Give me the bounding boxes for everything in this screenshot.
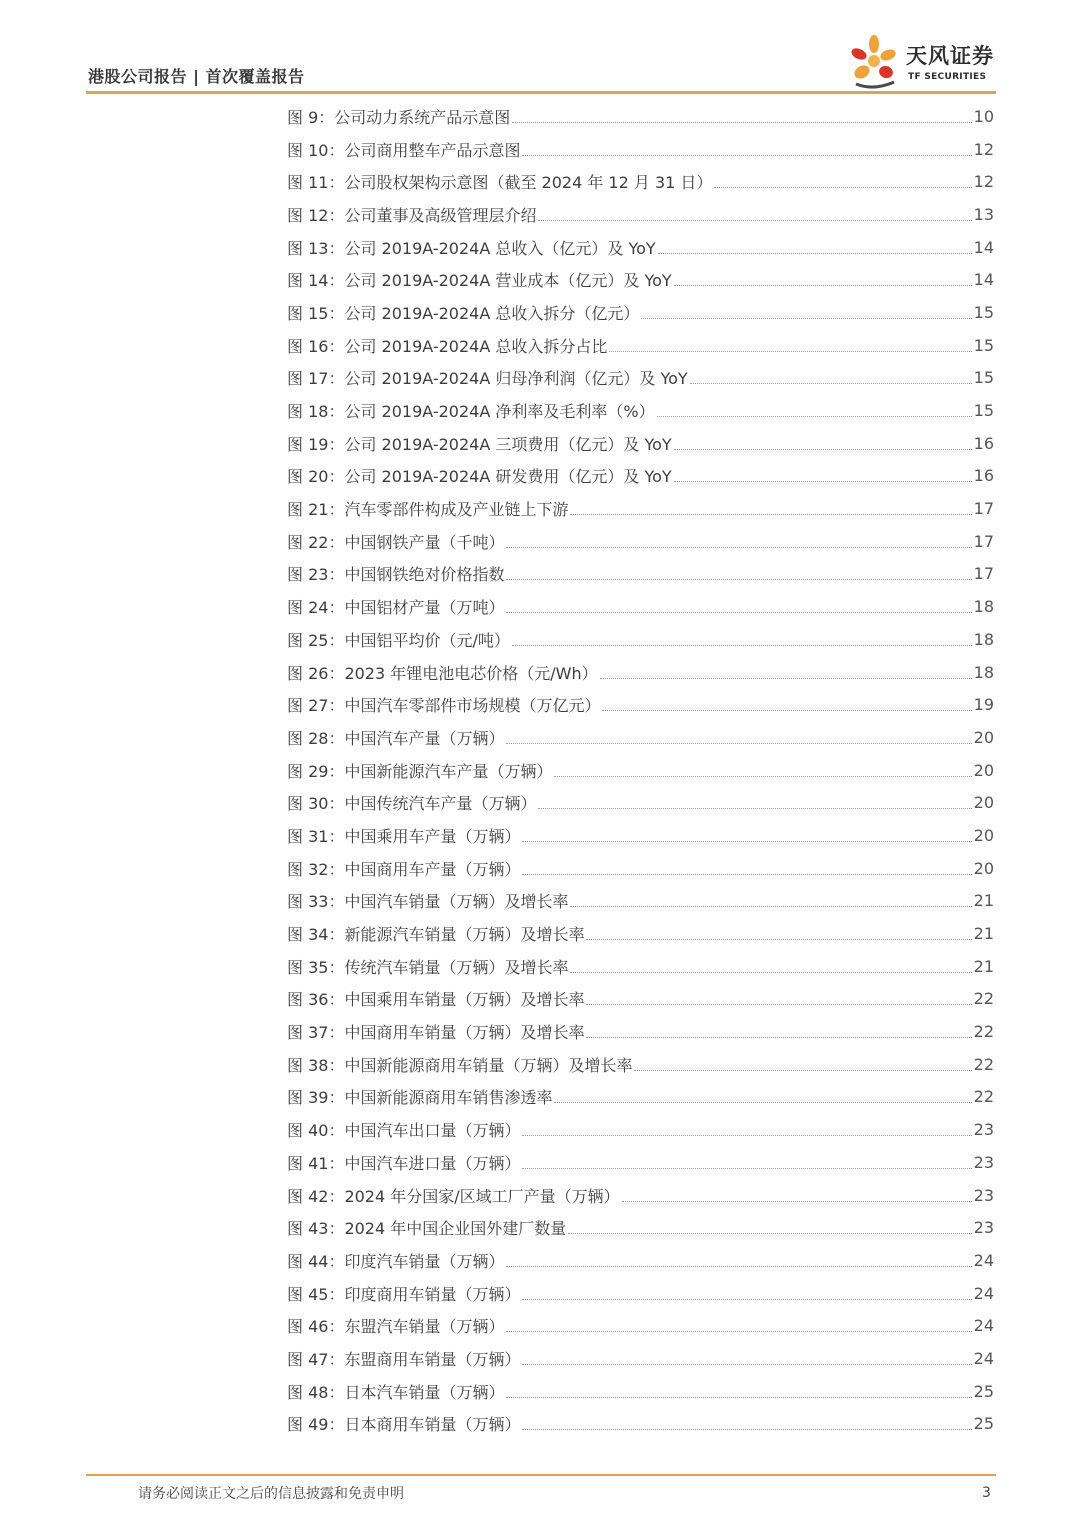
toc-entry[interactable] — [287, 133, 994, 166]
toc-entry-page: 20 — [973, 858, 994, 878]
toc-dot-leader — [538, 220, 971, 221]
toc-dot-leader — [506, 1397, 971, 1398]
toc-entry-label: 图 20：公司 2019A-2024A 研发费用（亿元）及 YoY — [287, 467, 672, 487]
toc-entry-page: 18 — [973, 662, 994, 682]
toc-entry-label: 图 49：日本商用车销量（万辆） — [287, 1415, 521, 1435]
toc-entry[interactable] — [287, 1342, 994, 1375]
toc-dot-leader — [522, 1135, 971, 1136]
toc-entry-label: 图 45：印度商用车销量（万辆） — [287, 1284, 521, 1304]
toc-entry-page: 17 — [973, 499, 994, 519]
toc-entry-label: 图 38：中国新能源商用车销量（万辆）及增长率 — [287, 1055, 633, 1075]
toc-entry-page: 15 — [973, 302, 994, 322]
toc-entry-page: 25 — [973, 1381, 994, 1401]
toc-entry-label: 图 23：中国钢铁绝对价格指数 — [287, 565, 505, 585]
toc-dot-leader — [570, 514, 971, 515]
toc-entry[interactable] — [287, 492, 994, 525]
toc-entry-page: 15 — [973, 335, 994, 355]
toc-dot-leader — [622, 1201, 972, 1202]
toc-entry[interactable] — [287, 950, 994, 983]
toc-dot-leader — [522, 841, 971, 842]
toc-dot-leader — [674, 449, 972, 450]
toc-entry-page: 18 — [973, 597, 994, 617]
toc-dot-leader — [586, 1037, 971, 1038]
toc-dot-leader — [586, 1004, 971, 1005]
toc-entry-label: 图 17：公司 2019A-2024A 归母净利润（亿元）及 YoY — [287, 369, 688, 389]
toc-entry-label: 图 15：公司 2019A-2024A 总收入拆分（亿元） — [287, 303, 640, 323]
toc-dot-leader — [600, 678, 972, 679]
toc-entry[interactable] — [287, 231, 994, 264]
toc-dot-leader — [538, 808, 971, 809]
company-logo — [848, 34, 998, 92]
toc-entry-label: 图 44：印度汽车销量（万辆） — [287, 1251, 505, 1271]
toc-entry-page: 12 — [973, 139, 994, 159]
toc-entry-label: 图 34：新能源汽车销量（万辆）及增长率 — [287, 925, 585, 945]
toc-entry[interactable] — [287, 263, 994, 296]
toc-entry-label: 图 10：公司商用整车产品示意图 — [287, 140, 521, 160]
toc-dot-leader — [522, 1429, 971, 1430]
toc-entry-page: 21 — [973, 924, 994, 944]
toc-entry-page: 25 — [973, 1414, 994, 1434]
toc-dot-leader — [609, 351, 971, 352]
toc-entry[interactable] — [287, 688, 994, 721]
toc-entry[interactable] — [287, 460, 994, 493]
toc-entry[interactable] — [287, 1244, 994, 1277]
toc-entry[interactable] — [287, 1179, 994, 1212]
toc-entry[interactable] — [287, 917, 994, 950]
toc-dot-leader — [634, 1070, 971, 1071]
toc-entry[interactable] — [287, 721, 994, 754]
toc-entry-label: 图 42：2024 年分国家/区域工厂产量（万辆） — [287, 1186, 620, 1206]
toc-entry-label: 图 14：公司 2019A-2024A 营业成本（亿元）及 YoY — [287, 271, 672, 291]
toc-entry-label: 图 29：中国新能源汽车产量（万辆） — [287, 761, 553, 781]
toc-entry-label: 图 31：中国乘用车产量（万辆） — [287, 826, 521, 846]
toc-dot-leader — [506, 1331, 971, 1332]
toc-entry-page: 17 — [973, 564, 994, 584]
toc-entry-label: 图 16：公司 2019A-2024A 总收入拆分占比 — [287, 336, 608, 356]
toc-entry[interactable] — [287, 1408, 994, 1441]
toc-entry-page: 24 — [973, 1348, 994, 1368]
toc-entry[interactable] — [287, 1015, 994, 1048]
toc-entry-page: 22 — [973, 1087, 994, 1107]
toc-entry[interactable] — [287, 165, 994, 198]
toc-dot-leader — [522, 1168, 971, 1169]
toc-entry-page: 24 — [973, 1316, 994, 1336]
toc-entry[interactable] — [287, 100, 994, 133]
toc-entry-page: 20 — [973, 793, 994, 813]
figure-list — [287, 100, 994, 1440]
toc-dot-leader — [512, 645, 972, 646]
toc-entry-label: 图 46：东盟汽车销量（万辆） — [287, 1317, 505, 1337]
toc-dot-leader — [674, 285, 972, 286]
toc-entry-page: 15 — [973, 401, 994, 421]
toc-entry[interactable] — [287, 819, 994, 852]
toc-entry-page: 18 — [973, 629, 994, 649]
toc-dot-leader — [570, 972, 971, 973]
toc-entry[interactable] — [287, 558, 994, 591]
toc-entry[interactable] — [287, 1113, 994, 1146]
toc-dot-leader — [506, 579, 971, 580]
toc-entry-page: 22 — [973, 1022, 994, 1042]
toc-entry[interactable] — [287, 198, 994, 231]
toc-dot-leader — [512, 122, 971, 123]
toc-entry[interactable] — [287, 754, 994, 787]
toc-entry[interactable] — [287, 1375, 994, 1408]
toc-entry-page: 22 — [973, 1054, 994, 1074]
toc-entry[interactable] — [287, 1277, 994, 1310]
toc-entry-label: 图 13：公司 2019A-2024A 总收入（亿元）及 YoY — [287, 238, 656, 258]
toc-entry-label: 图 47：东盟商用车销量（万辆） — [287, 1349, 521, 1369]
toc-entry-label: 图 39：中国新能源商用车销售渗透率 — [287, 1088, 553, 1108]
toc-entry-page: 19 — [973, 695, 994, 715]
toc-dot-leader — [586, 939, 971, 940]
header-divider — [86, 91, 996, 94]
toc-entry[interactable] — [287, 885, 994, 918]
toc-dot-leader — [690, 383, 972, 384]
toc-entry[interactable] — [287, 1309, 994, 1342]
toc-entry-page: 16 — [973, 433, 994, 453]
toc-entry-page: 21 — [973, 891, 994, 911]
toc-entry[interactable] — [287, 329, 994, 362]
footer-divider — [86, 1474, 996, 1476]
toc-dot-leader — [602, 710, 971, 711]
toc-entry-label: 图 36：中国乘用车销量（万辆）及增长率 — [287, 990, 585, 1010]
footer-disclaimer: 请务必阅读正文之后的信息披露和免责申明 — [138, 1486, 404, 1502]
toc-entry[interactable] — [287, 525, 994, 558]
toc-entry-label: 图 22：中国钢铁产量（千吨） — [287, 532, 505, 552]
logo-chinese-name: 天风证券 — [906, 44, 994, 68]
toc-dot-leader — [506, 547, 971, 548]
toc-entry-page: 17 — [973, 531, 994, 551]
toc-entry[interactable] — [287, 590, 994, 623]
toc-entry-page: 23 — [973, 1120, 994, 1140]
toc-entry-label: 图 28：中国汽车产量（万辆） — [287, 728, 505, 748]
toc-entry-page: 20 — [973, 727, 994, 747]
toc-entry[interactable] — [287, 623, 994, 656]
toc-entry-page: 16 — [973, 466, 994, 486]
toc-entry-label: 图 9：公司动力系统产品示意图 — [287, 107, 511, 127]
toc-entry-label: 图 12：公司董事及高级管理层介绍 — [287, 205, 537, 225]
toc-dot-leader — [506, 743, 971, 744]
toc-entry-label: 图 33：中国汽车销量（万辆）及增长率 — [287, 892, 569, 912]
toc-dot-leader — [714, 187, 971, 188]
toc-dot-leader — [522, 874, 971, 875]
toc-dot-leader — [506, 612, 971, 613]
toc-dot-leader — [641, 318, 971, 319]
toc-entry-page: 24 — [973, 1250, 994, 1270]
toc-entry[interactable] — [287, 656, 994, 689]
toc-dot-leader — [506, 1266, 971, 1267]
toc-entry-page: 15 — [973, 368, 994, 388]
toc-entry-page: 10 — [973, 106, 994, 126]
toc-dot-leader — [522, 1364, 971, 1365]
toc-dot-leader — [554, 776, 971, 777]
toc-entry[interactable] — [287, 786, 994, 819]
toc-entry[interactable] — [287, 1081, 994, 1114]
toc-entry[interactable] — [287, 852, 994, 885]
toc-entry[interactable] — [287, 983, 994, 1016]
toc-dot-leader — [674, 481, 972, 482]
toc-entry-label: 图 21：汽车零部件构成及产业链上下游 — [287, 500, 569, 520]
toc-entry-label: 图 11：公司股权架构示意图（截至 2024 年 12 月 31 日） — [287, 173, 713, 193]
toc-entry[interactable] — [287, 394, 994, 427]
toc-dot-leader — [522, 1299, 971, 1300]
toc-entry-page: 23 — [973, 1185, 994, 1205]
page-number: 3 — [982, 1485, 991, 1501]
toc-entry-page: 13 — [973, 204, 994, 224]
toc-entry[interactable] — [287, 427, 994, 460]
toc-entry-label: 图 37：中国商用车销量（万辆）及增长率 — [287, 1023, 585, 1043]
toc-entry-page: 22 — [973, 989, 994, 1009]
toc-entry[interactable] — [287, 296, 994, 329]
toc-dot-leader — [658, 253, 972, 254]
toc-entry-label: 图 26：2023 年锂电池电芯价格（元/Wh） — [287, 663, 598, 683]
toc-dot-leader — [554, 1102, 971, 1103]
toc-entry-label: 图 32：中国商用车产量（万辆） — [287, 859, 521, 879]
toc-entry-label: 图 24：中国铝材产量（万吨） — [287, 598, 505, 618]
toc-entry-label: 图 41：中国汽车进口量（万辆） — [287, 1153, 521, 1173]
toc-entry-page: 23 — [973, 1218, 994, 1238]
toc-entry-label: 图 35：传统汽车销量（万辆）及增长率 — [287, 957, 569, 977]
toc-entry-label: 图 43：2024 年中国企业国外建厂数量 — [287, 1219, 567, 1239]
toc-entry[interactable] — [287, 1048, 994, 1081]
toc-entry[interactable] — [287, 362, 994, 395]
toc-entry-page: 14 — [973, 270, 994, 290]
toc-entry[interactable] — [287, 1211, 994, 1244]
report-type-title: 港股公司报告 | 首次覆盖报告 — [88, 67, 305, 86]
toc-entry-page: 12 — [973, 172, 994, 192]
flower-logo-icon — [848, 34, 904, 92]
toc-dot-leader — [522, 155, 971, 156]
toc-dot-leader — [568, 1233, 971, 1234]
toc-entry-label: 图 40：中国汽车出口量（万辆） — [287, 1121, 521, 1141]
toc-entry-page: 24 — [973, 1283, 994, 1303]
logo-english-name: TF SECURITIES — [908, 72, 987, 82]
toc-entry-page: 14 — [973, 237, 994, 257]
toc-entry-page: 20 — [973, 760, 994, 780]
toc-entry-label: 图 19：公司 2019A-2024A 三项费用（亿元）及 YoY — [287, 434, 672, 454]
toc-entry-label: 图 25：中国铝平均价（元/吨） — [287, 630, 510, 650]
toc-entry-label: 图 48：日本汽车销量（万辆） — [287, 1382, 505, 1402]
toc-dot-leader — [657, 416, 972, 417]
toc-dot-leader — [570, 906, 971, 907]
toc-entry-label: 图 27：中国汽车零部件市场规模（万亿元） — [287, 696, 601, 716]
toc-entry-label: 图 30：中国传统汽车产量（万辆） — [287, 794, 537, 814]
toc-entry-page: 21 — [973, 956, 994, 976]
toc-entry[interactable] — [287, 1146, 994, 1179]
toc-entry-page: 20 — [973, 825, 994, 845]
toc-entry-page: 23 — [973, 1152, 994, 1172]
toc-entry-label: 图 18：公司 2019A-2024A 净利率及毛利率（%） — [287, 402, 655, 422]
